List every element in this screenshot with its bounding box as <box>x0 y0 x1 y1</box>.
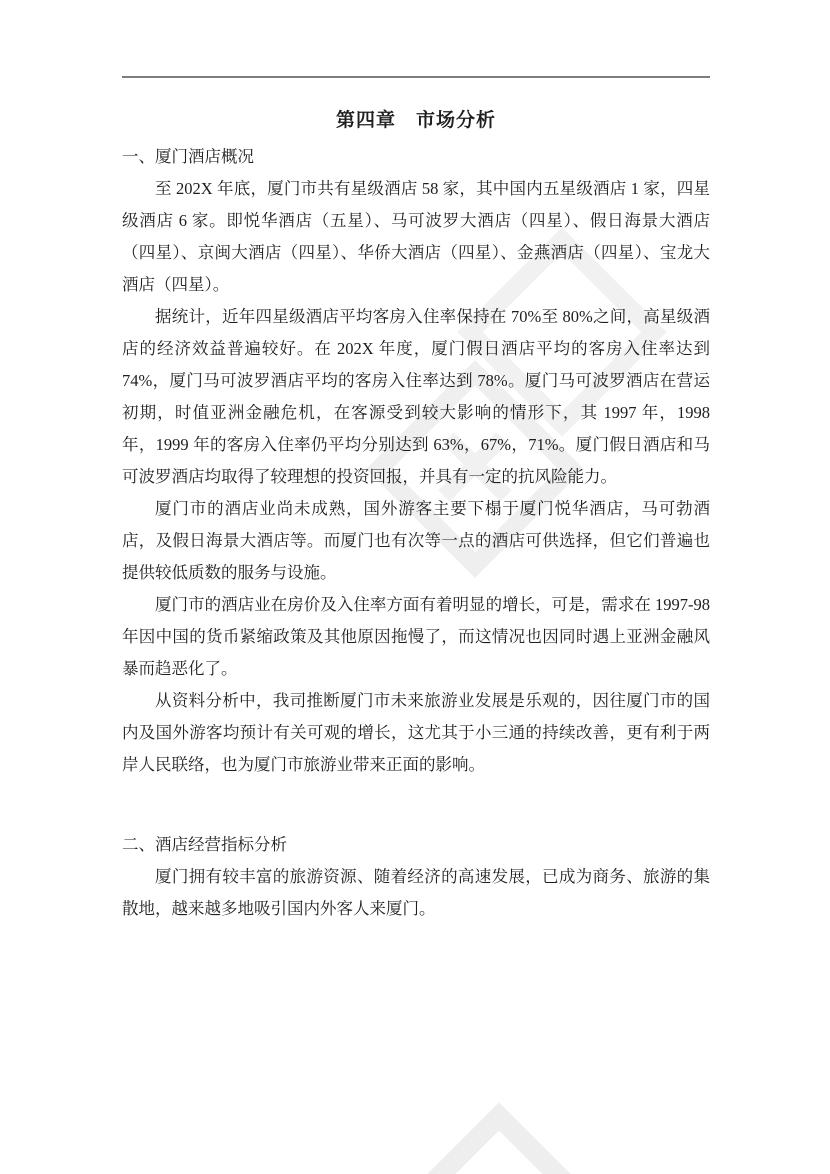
section-1-paragraph-2: 据统计，近年四星级酒店平均客房入住率保持在 70%至 80%之间，高星级酒店的经济效益普遍较好。在 202X 年度，厦门假日酒店平均的客房入住率达到 74%，厦门马可波罗酒店平均的客房入住率达到 78%。厦门马可波罗酒店在营运初期，时值亚洲金融危机，在客源受到较大影响的情形下，其 1997 年，1998 年，1999 年的客房入住率仍平均分别达到 63%，67%，71%。厦门假日酒店和马可波罗酒店均取得了较理想的投资回报，并具有一定的抗风险能力。 <box>122 307 710 486</box>
section-2-paragraph-1: 厦门拥有较丰富的旅游资源、随着经济的高速发展，已成为商务、旅游的集散地，越来越多地吸引国内外客人来厦门。 <box>122 867 710 918</box>
watermark-diamond-icon <box>377 1102 620 1174</box>
section-2-heading: 二、酒店经营指标分析 <box>122 835 287 854</box>
section-1-paragraph-5: 从资料分析中，我司推断厦门市未来旅游业发展是乐观的，因往厦门市的国内及国外游客均预计有关可观的增长，这尤其于小三通的持续改善，更有利于两岸人民联络，也为厦门市旅游业带来正面的影响。 <box>122 691 710 774</box>
document-content <box>122 101 710 925</box>
section-1-paragraph-1: 至 202X 年底，厦门市共有星级酒店 58 家，其中国内五星级酒店 1 家，四星级酒店 6 家。即悦华酒店（五星）、马可波罗大酒店（四星）、假日海景大酒店（四星）、京闽大酒店（四星）、华侨大酒店（四星）、金燕酒店（四星）、宝龙大酒店（四星）。 <box>122 179 710 294</box>
chapter-title: 第四章 市场分析 <box>335 110 496 131</box>
section-1-paragraph-4: 厦门市的酒店业在房价及入住率方面有着明显的增长，可是，需求在 1997-98 年因中国的货币紧缩政策及其他原因拖慢了，而这情况也因同时遇上亚洲金融风暴而趋恶化了。 <box>122 595 710 678</box>
section-1-paragraph-3: 厦门市的酒店业尚未成熟，国外游客主要下榻于厦门悦华酒店，马可勃酒店，及假日海景大酒店等。而厦门也有次等一点的酒店可供选择，但它们普遍也提供较低质数的服务与设施。 <box>122 499 710 582</box>
section-1-heading: 一、厦门酒店概况 <box>122 147 254 166</box>
header-rule <box>122 76 710 78</box>
